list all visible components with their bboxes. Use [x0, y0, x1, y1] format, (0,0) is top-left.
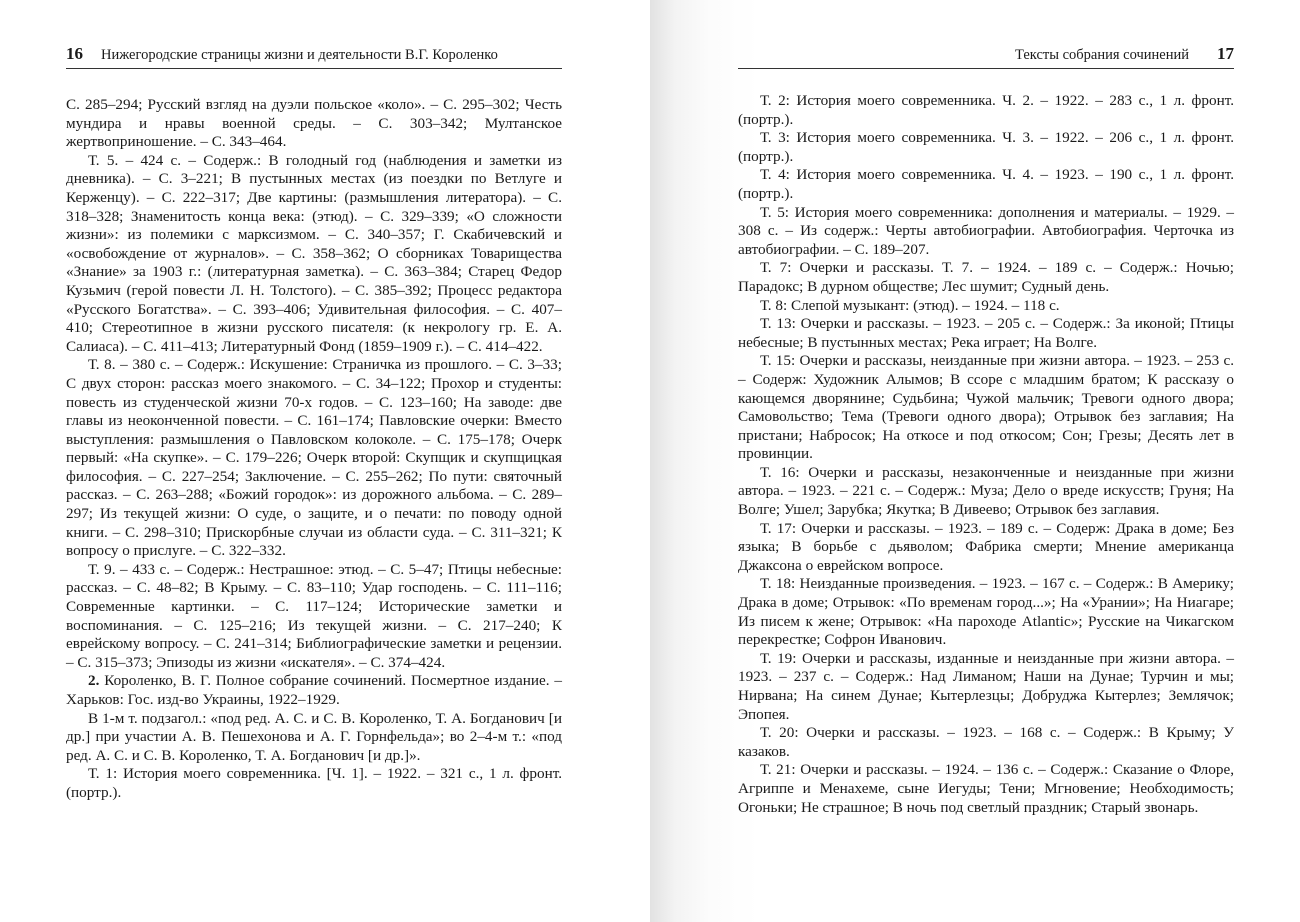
paragraph: Т. 4: История моего современника. Ч. 4. – 1923. – 190 с., 1 л. фронт. (портр.).: [738, 166, 1234, 202]
paragraph: Т. 8: Слепой музыкант: (этюд). – 1924. – 118 с.: [760, 296, 1060, 314]
paragraph: Т. 19: Очерки и рассказы, изданные и неизданные при жизни автора. – 1923. – 237 с. – Содерж.: Над Лиманом; Наши на Дунае; Турчин и мы; Нирвана; На синем Дунае; Кытерлезцы; Добруджа Кытерлез; Землячок; Эпопея.: [738, 649, 1234, 723]
paragraph: Т. 20: Очерки и рассказы. – 1923. – 168 с. – Содерж.: В Крыму; У казаков.: [738, 724, 1234, 760]
running-head-title-left: Нижегородские страницы жизни и деятельности В.Г. Короленко: [101, 47, 498, 63]
page-number-left: 16: [66, 44, 83, 63]
running-head-left: [66, 44, 562, 69]
paragraph: Т. 15: Очерки и рассказы, неизданные при жизни автора. – 1923. – 253 с. – Содерж: Художник Алымов; В ссоре с младшим братом; К рассказу о кающемся дворянине; Судьбина; Чужой мальчик; Тревоги одного двора; Самовольство; Тема (Тревоги одного двора); Отрывок без заглавия; На пристани; Набросок; На откосе и под откосом; Сон; Грезы; Десять лет в провинции.: [738, 352, 1234, 463]
paragraph: С. 285–294; Русский взгляд на дуэли польское «коло». – С. 295–302; Честь мундира и нравы военной среды. – С. 303–342; Мултанское жертвоприношение. – С. 343–464.: [66, 96, 562, 151]
paragraph: Т. 2: История моего современника. Ч. 2. – 1922. – 283 с., 1 л. фронт. (портр.).: [738, 92, 1234, 128]
running-head-right: [738, 44, 1234, 69]
entry-text: Короленко, В. Г. Полное собрание сочинений. Посмертное издание. – Харьков: Гос. изд-во Украины, 1922–1929.: [66, 672, 562, 708]
paragraph: Т. 7: Очерки и рассказы. Т. 7. – 1924. – 189 с. – Содерж.: Ночью; Парадокс; В дурном обществе; Лес шумит; Судный день.: [738, 259, 1234, 295]
paragraph: Т. 1: История моего современника. [Ч. 1]. – 1922. – 321 с., 1 л. фронт. (портр.).: [66, 765, 562, 801]
paragraph: Т. 5: История моего современника: дополнения и материалы. – 1929. – 308 с. – Из содерж.: Черты автобиографии. Автобиография. Черточка из автобиографии. – С. 189–207.: [738, 203, 1234, 258]
paragraph: Т. 21: Очерки и рассказы. – 1924. – 136 с. – Содерж.: Сказание о Флоре, Агриппе и Менахеме, сыне Иегуды; Тени; Мгновение; Необходимость; Огоньки; Не страшное; В ночь под светлый праздник; Старый звонарь.: [738, 761, 1234, 816]
paragraph: Т. 3: История моего современника. Ч. 3. – 1922. – 206 с., 1 л. фронт. (портр.).: [738, 129, 1234, 165]
paragraph: [66, 672, 562, 709]
right-page: [650, 0, 1300, 922]
paragraph: Т. 8. – 380 с. – Содерж.: Искушение: Страничка из прошлого. – С. 3–33; С двух сторон: рассказ моего знакомого. – С. 34–122; Прохор и студенты: повесть из студенческой жизни 70-х годов. – С. 123–160; На заводе: две главы из неоконченной повести. – С. 161–174; Павловские очерки: Вместо выступления: размышления о Павловском колоколе. – С. 175–178; Очерк первый: «На скупке». – С. 179–226; Очерк второй: Скупщик и скупщицкая философия. – С. 227–254; Заключение. – С. 255–262; По пути: святочный рассказ. – С. 263–288; «Божий городок»: из дорожного альбома. – С. 289–297; Из текущей жизни: О суде, о защите, и о печати: по поводу одной книги. – С. 298–310; Прискорбные случаи из области суда. – С. 311–321; К вопросу о прислуге. – С. 322–332.: [66, 356, 562, 560]
paragraph: Т. 9. – 433 с. – Содерж.: Нестрашное: этюд. – С. 5–47; Птицы небесные: рассказ. – С. 48–82; В Крыму. – С. 83–110; Удар господень. – С. 111–116; Современные картинки. – С. 117–124; Исторические заметки и воспоминания. – С. 125–216; Из текущей жизни. – С. 217–240; К еврейскому вопросу. – С. 241–314; Библиографические заметки и рецензии. – С. 315–373; Эпизоды из жизни «искателя». – С. 374–424.: [66, 560, 562, 671]
paragraph: В 1-м т. подзагол.: «под ред. А. С. и С. В. Короленко, Т. А. Богданович [и др.] при участии А. В. Пешехонова и А. Г. Горнфельда»; во 2–4-м т.: «под ред. А. С. и С. В. Короленко, Т. А. Богданович [и др.]».: [66, 709, 562, 764]
text-column-left: [66, 96, 562, 803]
running-head-title-right: Тексты собрания сочинений: [1015, 47, 1189, 63]
paragraph: Т. 13: Очерки и рассказы. – 1923. – 205 с. – Содерж.: За иконой; Птицы небесные; В пустынных местах; Река играет; На Волге.: [738, 315, 1234, 351]
paragraph: Т. 18: Неизданные произведения. – 1923. – 167 с. – Содерж.: В Америку; Драка в доме; Отрывок: «По временам город...»; На «Урании»; На Ниагаре; Из писем к жене; Отрывок: «На пароходе Atlantic»; Русские на Чикагском перекрестке; Софрон Иванович.: [738, 575, 1234, 649]
page-number-right: 17: [1217, 44, 1234, 63]
text-column-right: [738, 92, 1234, 817]
paragraph: Т. 17: Очерки и рассказы. – 1923. – 189 с. – Содерж: Драка в доме; Без языка; В борьбе с дьяволом; Фабрика смерти; Мнение американца Джаксона о еврейском вопросе.: [738, 519, 1234, 574]
entry-number: 2.: [88, 672, 100, 690]
paragraph: Т. 16: Очерки и рассказы, незаконченные и неизданные при жизни автора. – 1923. – 221 с. – Содерж.: Муза; Дело о вреде искусств; Груня; На Волге; Ушел; Зарубка; Якутка; В Дивеево; Отрывок без заглавия.: [738, 463, 1234, 519]
paragraph: Т. 5. – 424 с. – Содерж.: В голодный год (наблюдения и заметки из дневника). – С. 3–221; В пустынных местах (из поездки по Ветлуге и Керженцу). – С. 222–317; Две картины: (размышления литератора). – С. 318–328; Знаменитость конца века: (этюд). – С. 329–339; «О сложности жизни»: из полемики с марксизмом. – С. 340–357; Г. Скабичевский и «освобождение от журналов». – С. 358–362; О сборниках Товарищества «Знание» за 1903 г.: (литературная заметка). – С. 363–384; Старец Федор Кузьмич (герой повести Л. Н. Толстого). – С. 385–392; Процесс редактора «Русского Богатства». – С. 393–406; Удивительная философия. – С. 407–410; Стереотипное в жизни русского писателя: (к некрологу гр. Е. А. Салиаса). – С. 411–413; Литературный Фонд (1859–1909 г.). – С. 414–422.: [66, 151, 562, 355]
